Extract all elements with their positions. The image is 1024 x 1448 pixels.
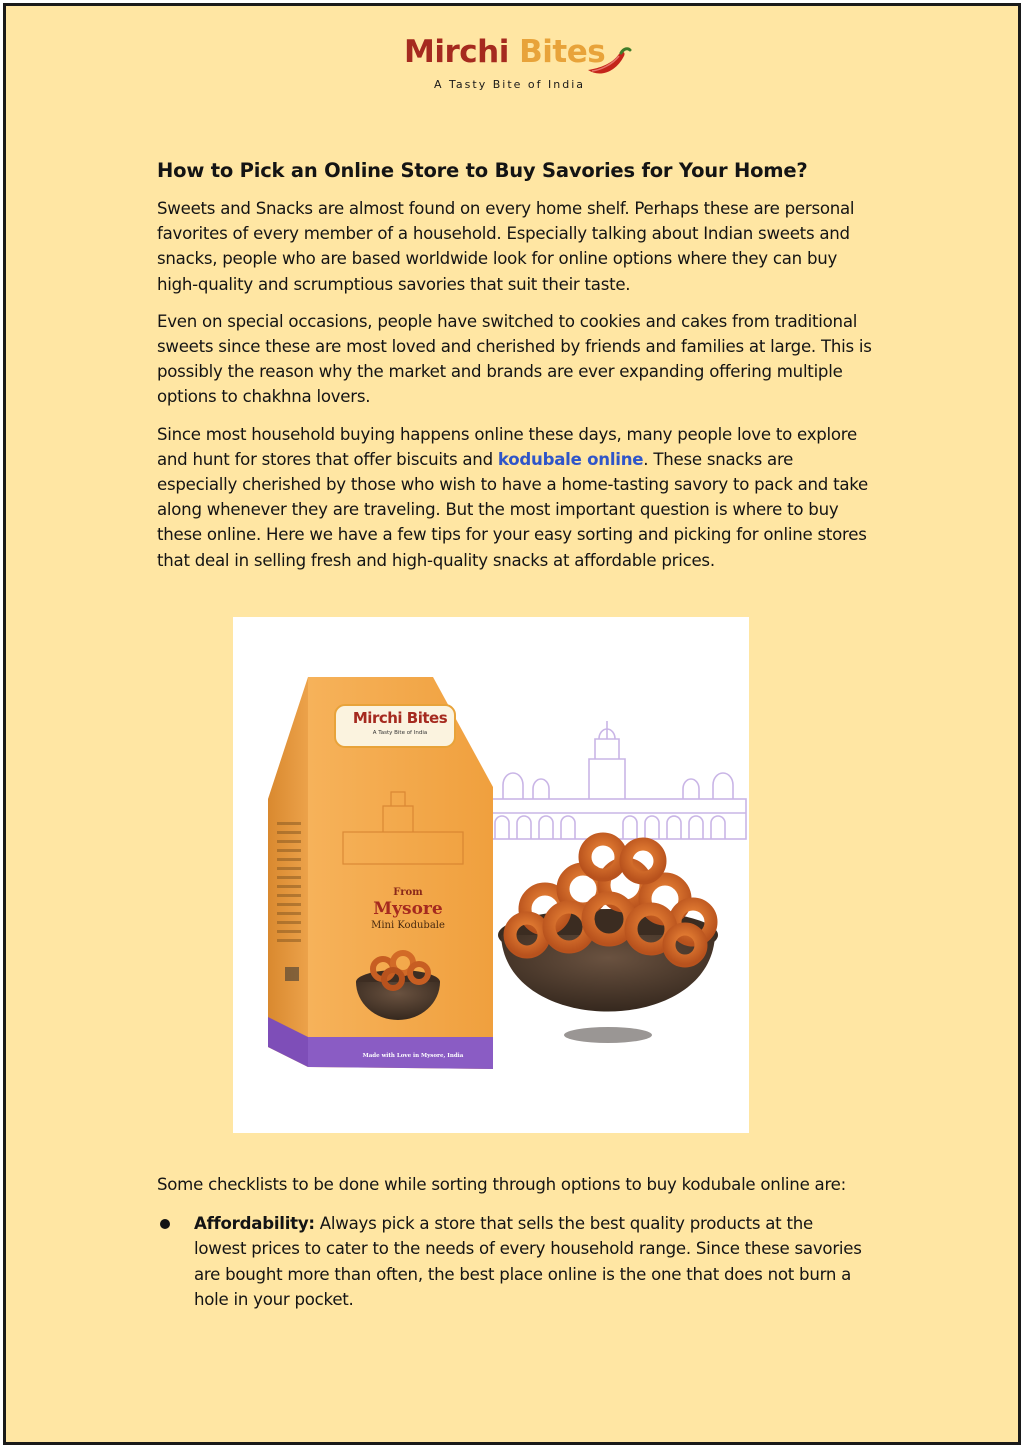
article-body <box>157 156 877 585</box>
logo-wordmark <box>404 34 605 70</box>
article-paragraph-2: Even on special occasions, people have switched to cookies and cakes from traditional sweets since these are most loved and cherished by friends and families at large. This is possibly the reason why the market and brands are ever expanding offering multiple options to chakhna lovers. <box>157 311 872 407</box>
checklist-item <box>157 1211 864 1312</box>
palace-outline-graphic <box>488 721 746 839</box>
paragraph-3-text-start: Since most household buying happens online these days, many people love to explore and hunt for stores that offer biscuits and <box>157 424 857 469</box>
kodubale-bowl <box>498 839 718 1043</box>
checklist-section <box>157 1172 887 1312</box>
box-tagline-text: A Tasty Bite of India <box>372 730 428 736</box>
checklist-item-heading: Affordability: <box>194 1214 315 1234</box>
checklist-intro: Some checklists to be done while sorting through options to buy kodubale online are: <box>157 1175 846 1194</box>
bullet-dot-icon <box>160 1219 170 1229</box>
article-title: How to Pick an Online Store to Buy Savories for Your Home? <box>157 159 808 182</box>
box-brand-text: Mirchi Bites <box>352 709 448 727</box>
chili-pepper-icon <box>586 44 632 78</box>
checklist-item-text: Always pick a store that sells the best quality products at the lowest prices to cater to the needs of every household range. Since these savories are bought more than often, the best place online is the one that does not burn a hole in your pocket. <box>194 1214 862 1309</box>
document-page <box>3 3 1021 1445</box>
kodubale-online-link[interactable]: kodubale online <box>497 449 644 469</box>
brand-logo[interactable] <box>404 34 644 98</box>
box-city-text: Mysore <box>373 899 443 919</box>
article-paragraph-1: Sweets and Snacks are almost found on every home shelf. Perhaps these are personal favorites of every member of a household. Especially talking about Indian sweets and snacks, people who are based worldwide look for online options where they can buy high-quality and scrumptious savories that suit their taste. <box>157 199 855 294</box>
box-product-text: Mini Kodubale <box>371 920 445 931</box>
box-from-text: From <box>393 887 423 898</box>
logo-tagline: A Tasty Bite of India <box>434 78 585 91</box>
product-photo <box>233 617 749 1133</box>
box-footer-text: Made with Love in Mysore, India <box>362 1053 464 1059</box>
logo-word-bites: Bites <box>519 34 606 70</box>
paragraph-3-text-end: . These snacks are especially cherished by those who wish to have a home-tasting savory to pack and take along whenever they are traveling. But the most important question is where to buy these online. Here we have a few tips for your easy sorting and picking for online stores that deal in selling fresh and high-quality snacks at affordable prices. <box>157 449 868 570</box>
article-paragraph-3 <box>157 422 877 573</box>
product-illustration <box>233 617 749 1133</box>
logo-word-mirchi: Mirchi <box>404 34 509 70</box>
